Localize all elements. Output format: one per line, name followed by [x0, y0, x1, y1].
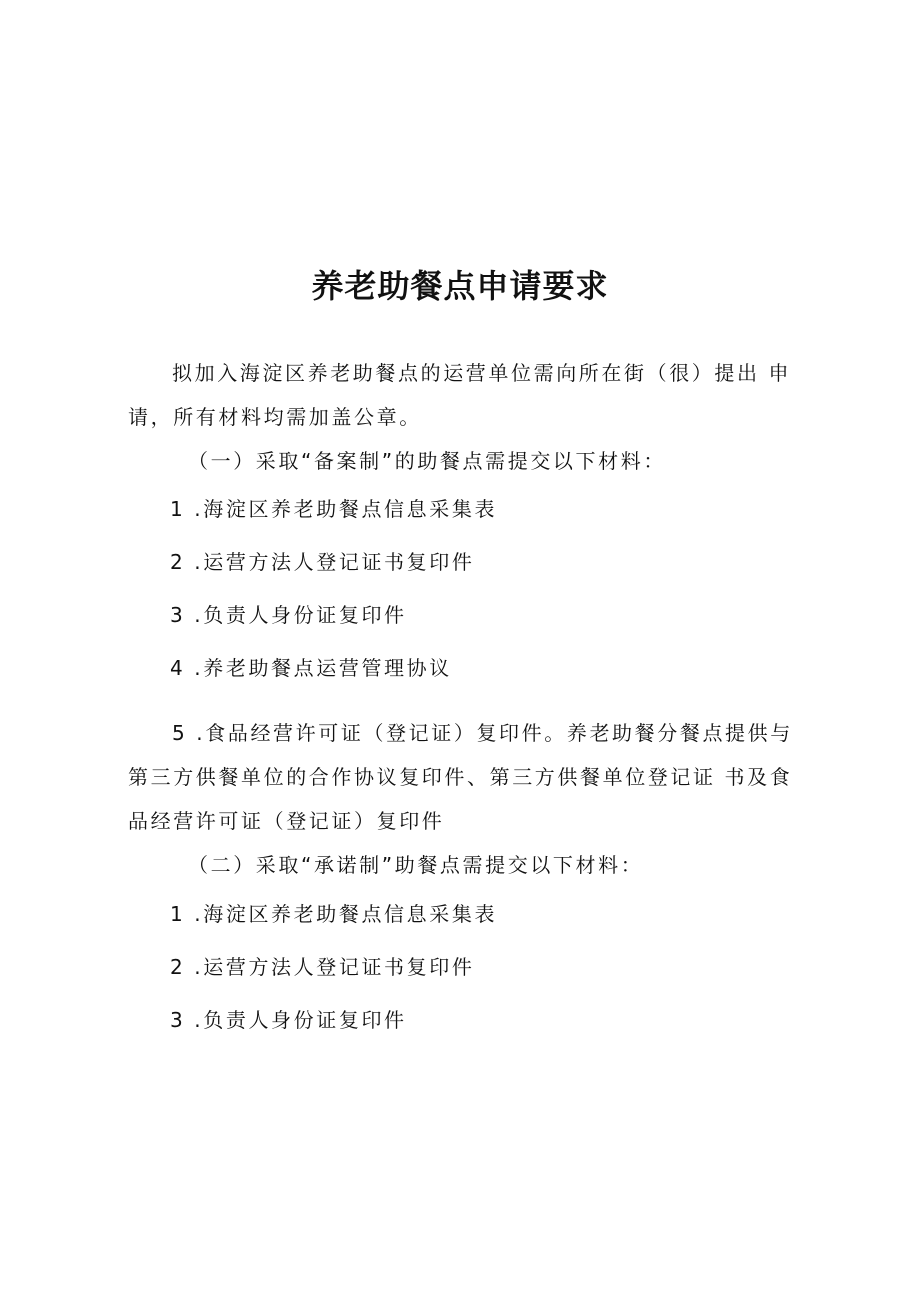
section1-item-5: 5 .食品经营许可证（登记证）复印件。养老助餐分餐点提供与第三方供餐单位的合作协议复印件、第三方供餐单位登记证 书及食品经营许可证（登记证）复印件 [128, 721, 793, 833]
section2-item-1: 1 .海淀区养老助餐点信息采集表 [170, 902, 498, 926]
document-title: 养老助餐点申请要求 [311, 267, 609, 305]
section1-item-4: 4 .养老助餐点运营管理协议 [170, 656, 452, 680]
section1-item-2: 2 .运营方法人登记证书复印件 [170, 550, 475, 574]
section2-item-3: 3 .负责人身份证复印件 [170, 1008, 407, 1032]
section1-item-1: 1 .海淀区养老助餐点信息采集表 [170, 497, 498, 521]
section1-item-3: 3 .负责人身份证复印件 [170, 603, 407, 627]
section2-item-2: 2 .运营方法人登记证书复印件 [170, 955, 475, 979]
section2-heading: （二）采取“承诺制”助餐点需提交以下材料： [188, 853, 644, 877]
intro-paragraph: 拟加入海淀区养老助餐点的运营单位需向所在街（很）提出 申请，所有材料均需加盖公章。 [128, 361, 792, 429]
section1-heading: （一）采取“备案制”的助餐点需提交以下材料： [188, 449, 666, 473]
